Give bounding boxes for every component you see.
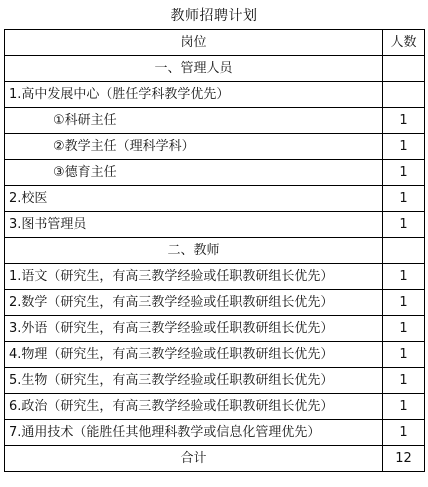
position-cell: ③德育主任 (5, 160, 383, 186)
count-cell (383, 82, 425, 108)
position-cell: 1.语文（研究生，有高三教学经验或任职教研组长优先） (5, 264, 383, 290)
position-cell: ①科研主任 (5, 108, 383, 134)
position-cell: ②教学主任（理科学科） (5, 134, 383, 160)
header-position: 岗位 (5, 30, 383, 56)
section-row-management (5, 56, 425, 82)
header-count: 人数 (383, 30, 425, 56)
recruitment-table (4, 29, 425, 472)
count-cell: 1 (383, 290, 425, 316)
position-cell: 4.物理（研究生，有高三教学经验或任职教研组长优先） (5, 342, 383, 368)
count-cell: 1 (383, 316, 425, 342)
position-cell: 3.外语（研究生，有高三教学经验或任职教研组长优先） (5, 316, 383, 342)
table-row (5, 290, 425, 316)
section-title: 一、管理人员 (5, 56, 383, 82)
table-row (5, 160, 425, 186)
position-cell: 1.高中发展中心（胜任学科教学优先） (5, 82, 383, 108)
count-cell: 1 (383, 160, 425, 186)
count-cell: 1 (383, 420, 425, 446)
section-title: 二、教师 (5, 238, 383, 264)
position-cell: 2.校医 (5, 186, 383, 212)
table-row (5, 342, 425, 368)
header-row (5, 30, 425, 56)
position-cell: 3.图书管理员 (5, 212, 383, 238)
table-row (5, 316, 425, 342)
position-cell: 5.生物（研究生，有高三教学经验或任职教研组长优先） (5, 368, 383, 394)
count-cell: 1 (383, 342, 425, 368)
count-cell: 1 (383, 264, 425, 290)
table-row (5, 368, 425, 394)
count-cell: 1 (383, 108, 425, 134)
count-cell: 1 (383, 186, 425, 212)
table-row (5, 420, 425, 446)
table-row (5, 264, 425, 290)
count-cell: 1 (383, 368, 425, 394)
table-row (5, 394, 425, 420)
total-row (5, 446, 425, 472)
position-cell: 2.数学（研究生，有高三教学经验或任职教研组长优先） (5, 290, 383, 316)
total-label: 合计 (5, 446, 383, 472)
position-cell: 7.通用技术（能胜任其他理科教学或信息化管理优先） (5, 420, 383, 446)
section-row-teachers (5, 238, 425, 264)
table-row (5, 186, 425, 212)
table-row (5, 134, 425, 160)
table-row (5, 108, 425, 134)
sheet-title: 教师招聘计划 (170, 7, 258, 24)
position-cell: 6.政治（研究生，有高三教学经验或任职教研组长优先） (5, 394, 383, 420)
table-row (5, 212, 425, 238)
table-row (5, 82, 425, 108)
count-cell: 1 (383, 212, 425, 238)
total-count: 12 (383, 446, 425, 472)
section-count-cell (383, 56, 425, 82)
count-cell: 1 (383, 394, 425, 420)
section-count-cell (383, 238, 425, 264)
count-cell: 1 (383, 134, 425, 160)
